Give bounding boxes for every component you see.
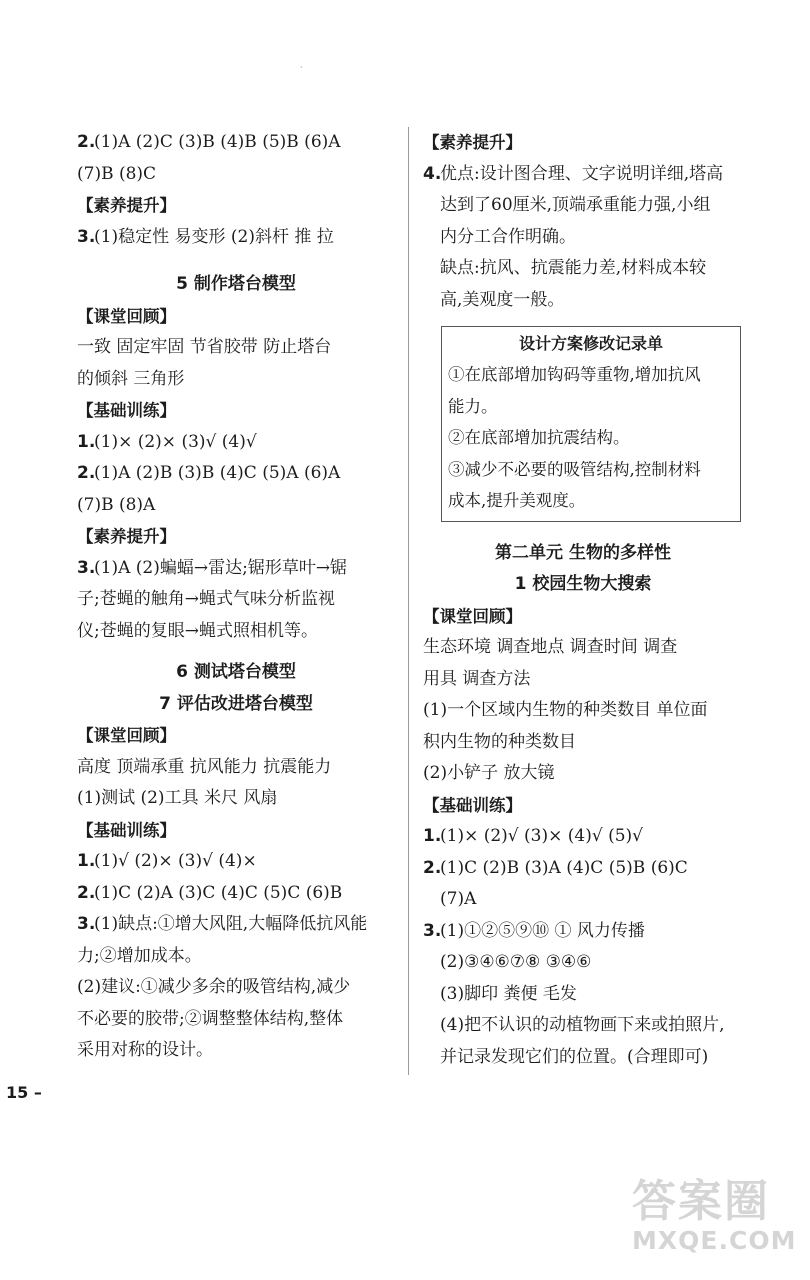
review-line: (1)一个区域内生物的种类数目 单位面	[423, 700, 708, 720]
answer-4-cont: 高,美观度一般。	[440, 289, 565, 310]
answer-3-cont: 不必要的胶带;②调整整体结构,整体	[77, 1008, 344, 1029]
answer-3-cont: 并记录发现它们的位置。(合理即可)	[440, 1046, 709, 1067]
answer-3-cont: (2)建议:①减少多余的吸管结构,减少	[77, 977, 351, 997]
answer-2: 2.(1)A (2)B (3)B (4)C (5)A (6)A	[77, 463, 341, 483]
watermark-url: MXQE.COM	[632, 1226, 797, 1255]
answer-3-cont: (3)脚印 粪便 毛发	[440, 983, 577, 1004]
watermark-text: 答案圈	[632, 1176, 770, 1227]
lesson-title: 6 测试塔台模型	[176, 662, 296, 682]
answer-3-cont: 子;苍蝇的触角→蝇式气味分析监视	[77, 589, 335, 609]
answer-4: 4.优点:设计图合理、文字说明详细,塔高	[423, 163, 724, 184]
answer-2-cont: (7)B (8)A	[77, 494, 156, 515]
section-header: 【基础训练】	[423, 795, 522, 815]
section-header: 【课堂回顾】	[77, 306, 176, 326]
answer-3-cont: 采用对称的设计。	[77, 1040, 213, 1060]
box-line: ③减少不必要的吸管结构,控制材料	[448, 459, 701, 479]
left-column	[77, 127, 395, 1067]
review-line: (1)测试 (2)工具 米尺 风扇	[77, 788, 278, 808]
answer-1: 1.(1)× (2)× (3)√ (4)√	[77, 431, 257, 452]
watermark-logo	[632, 1178, 802, 1273]
answer-3: 3.(1)缺点:①增大风阻,大幅降低抗风能	[77, 914, 368, 934]
column-divider	[408, 127, 409, 1075]
box-title: 设计方案修改记录单	[518, 334, 663, 353]
review-line: 用具 调查方法	[423, 668, 531, 689]
section-header: 【素养提升】	[423, 133, 522, 152]
review-line: 积内生物的种类数目	[423, 731, 576, 752]
page-number: 15 –	[6, 1083, 42, 1102]
section-header: 【基础训练】	[77, 820, 176, 840]
box-line: 成本,提升美观度。	[448, 491, 586, 510]
answer-4-cont: 内分工合作明确。	[440, 226, 576, 247]
answer-2: 2.(1)C (2)A (3)C (4)C (5)C (6)B	[77, 882, 343, 903]
answer-2: 2.(1)C (2)B (3)A (4)C (5)B (6)C	[423, 857, 688, 878]
answer-3: 3.(1)A (2)蝙蝠→雷达;锯形草叶→锯	[77, 557, 348, 578]
stray-mark: ·	[300, 63, 303, 72]
section-header: 【课堂回顾】	[77, 726, 176, 745]
answer-3-cont: 仪;苍蝇的复眼→蝇式照相机等。	[77, 620, 318, 641]
answer-4-cont: 缺点:抗风、抗震能力差,材料成本较	[440, 258, 707, 278]
answer-3: 3.(1)①②⑤⑨⑩ ① 风力传播	[423, 920, 645, 941]
lesson-title: 5 制作塔台模型	[176, 274, 296, 294]
box-line: 能力。	[448, 396, 498, 416]
revision-record-box	[441, 326, 741, 522]
answer-3: 3.(1)稳定性 易变形 (2)斜杆 推 拉	[77, 226, 334, 247]
section-header: 【素养提升】	[77, 196, 176, 215]
unit-title: 第二单元 生物的多样性	[495, 542, 671, 563]
lesson-title: 7 评估改进塔台模型	[159, 693, 313, 714]
answer-2-cont: (7)B (8)C	[77, 163, 157, 184]
section-header: 【素养提升】	[77, 527, 176, 546]
answer-1: 1.(1)× (2)√ (3)× (4)√ (5)√	[423, 826, 644, 846]
answer-2: 2.(1)A (2)C (3)B (4)B (5)B (6)A	[77, 132, 341, 152]
answer-4-cont: 达到了60厘米,顶端承重能力强,小组	[440, 195, 711, 215]
review-line: 高度 顶端承重 抗风能力 抗震能力	[77, 756, 332, 777]
box-line: ①在底部增加钩码等重物,增加抗风	[448, 365, 701, 384]
review-line: (2)小铲子 放大镜	[423, 763, 555, 783]
box-line: ②在底部增加抗震结构。	[448, 428, 630, 447]
answer-1: 1.(1)√ (2)× (3)√ (4)×	[77, 851, 257, 871]
answer-3-cont: (4)把不认识的动植物画下来或拍照片,	[440, 1015, 725, 1035]
answer-3-cont: 力;②增加成本。	[77, 945, 202, 966]
review-line: 生态环境 调查地点 调查时间 调查	[423, 637, 678, 657]
answer-3-cont: (2)③④⑥⑦⑧ ③④⑥	[440, 952, 592, 972]
lesson-title: 1 校园生物大搜索	[514, 574, 652, 594]
answer-2-cont: (7)A	[440, 889, 477, 909]
review-line: 的倾斜 三角形	[77, 368, 185, 389]
section-header: 【课堂回顾】	[423, 606, 522, 626]
section-header: 【基础训练】	[77, 401, 176, 420]
right-column	[423, 127, 743, 1073]
review-line: 一致 固定牢固 节省胶带 防止塔台	[77, 337, 332, 357]
